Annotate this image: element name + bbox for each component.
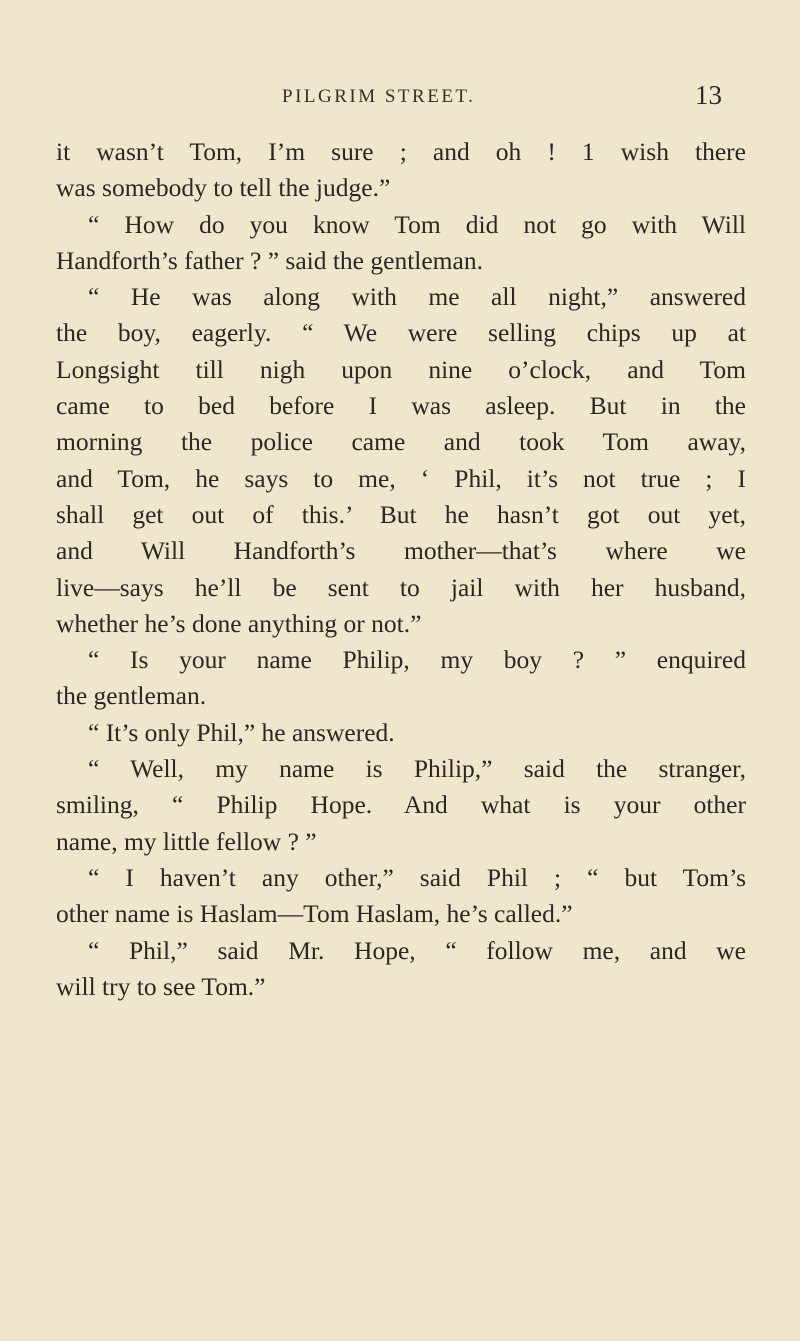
text-line: “ He was along with me all night,” answered bbox=[88, 282, 746, 312]
text-line: “ It’s only Phil,” he answered. bbox=[88, 717, 395, 747]
text-line: Longsight till nigh upon nine o’clock, and Tom bbox=[56, 354, 746, 384]
text-line: morning the police came and took Tom away, bbox=[56, 427, 746, 457]
running-head: PILGRIM STREET. bbox=[282, 86, 476, 107]
text-line: the boy, eagerly. “ We were selling chips up at bbox=[56, 318, 746, 348]
text-line: came to bed before I was asleep. But in the bbox=[56, 391, 746, 421]
text-line: and Tom, he says to me, ‘ Phil, it’s not true ; I bbox=[56, 463, 746, 493]
text-line: “ Well, my name is Philip,” said the stranger, bbox=[88, 754, 746, 784]
text-line: shall get out of this.’ But he hasn’t got out yet, bbox=[56, 499, 746, 529]
text-line: smiling, “ Philip Hope. And what is your other bbox=[56, 790, 746, 820]
text-line: whether he’s done anything or not.” bbox=[56, 608, 422, 638]
text-line: “ How do you know Tom did not go with Will bbox=[88, 209, 746, 239]
text-line: and Will Handforth’s mother—that’s where we bbox=[56, 536, 746, 566]
text-line: it wasn’t Tom, I’m sure ; and oh ! 1 wish there bbox=[56, 137, 746, 166]
text-line: other name is Haslam—Tom Haslam, he’s called.” bbox=[56, 899, 573, 929]
page-header bbox=[0, 78, 800, 118]
text-line: the gentleman. bbox=[56, 681, 207, 711]
text-line: Handforth’s father ? ” said the gentleman. bbox=[56, 245, 483, 275]
text-line: name, my little fellow ? ” bbox=[56, 826, 317, 856]
text-line: was somebody to tell the judge.” bbox=[56, 173, 391, 203]
text-line: live—says he’ll be sent to jail with her husband, bbox=[56, 572, 746, 602]
page-number: 13 bbox=[695, 80, 722, 110]
text-line: “ I haven’t any other,” said Phil ; “ but Tom’s bbox=[88, 862, 746, 892]
text-line: “ Is your name Philip, my boy ? ” enquired bbox=[88, 645, 746, 675]
text-line: “ Phil,” said Mr. Hope, “ follow me, and we bbox=[88, 935, 746, 965]
text-line: will try to see Tom.” bbox=[56, 971, 266, 1001]
body-text bbox=[56, 134, 746, 1005]
